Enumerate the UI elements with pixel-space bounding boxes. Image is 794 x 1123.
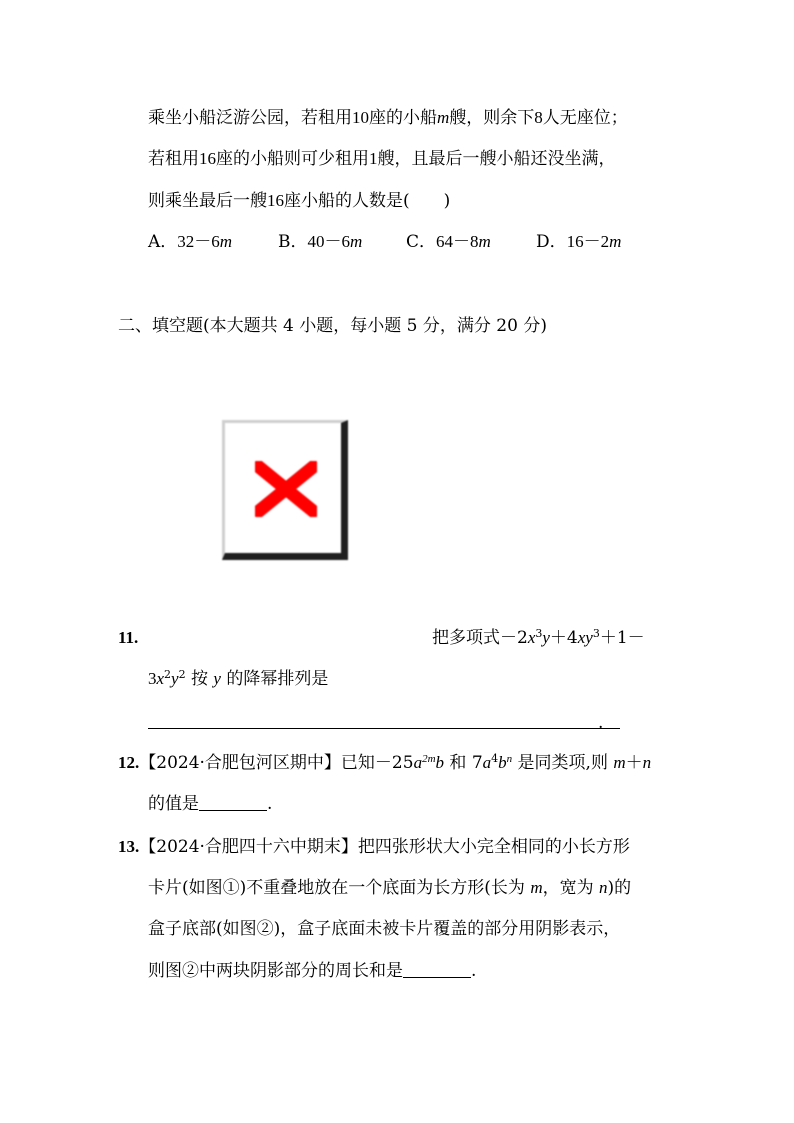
q12-text: 和 7	[444, 753, 483, 773]
option-label: B．	[278, 232, 308, 252]
option-expr: 32－6	[177, 232, 220, 251]
q12-exponent: n	[506, 753, 513, 765]
q12-variable: n	[642, 753, 652, 772]
q12-variable: b	[435, 753, 445, 772]
q11-variable: y	[171, 669, 179, 688]
q13-variable: n	[599, 878, 608, 897]
q13-text: ，宽为	[542, 878, 599, 898]
q12-variable: b	[498, 753, 507, 772]
q11-variable: y	[585, 628, 593, 647]
option-expr: 16－2	[566, 232, 610, 251]
option-variable: m	[609, 232, 622, 251]
q10-text: 艘，则余下	[449, 108, 535, 128]
q12-end-mark: .	[267, 794, 273, 814]
q11-number-text: 3	[148, 669, 157, 688]
q11-variable: y	[213, 669, 221, 688]
q12-exponent: 2m	[422, 753, 436, 765]
q11-end-mark: .	[598, 713, 604, 733]
option-variable: m	[219, 232, 233, 251]
option-label: D．	[536, 232, 567, 252]
option-label: C．	[406, 232, 437, 252]
q12-line-2	[148, 793, 272, 815]
q10-number: 8	[534, 108, 543, 127]
q12-exponent: 4	[491, 752, 499, 765]
q10-variable: m	[437, 108, 450, 127]
q12-variable: a	[413, 753, 423, 772]
q10-number: 10	[352, 108, 369, 127]
q13-line-4	[148, 960, 476, 982]
q10-text: 若租用	[148, 149, 199, 169]
option-label: A．	[148, 232, 178, 252]
q11-exponent: 2	[178, 668, 186, 681]
q12-text: 已知－25	[340, 753, 414, 773]
q11-line-1	[432, 627, 645, 649]
q10-number: 1	[369, 149, 378, 168]
q13-line-2	[148, 877, 631, 899]
q10-option-b	[278, 231, 362, 253]
q11-text: ＋1－	[599, 628, 645, 648]
q11-exponent: 3	[535, 627, 543, 640]
q10-number: 16	[199, 149, 216, 168]
q12-answer-blank[interactable]	[199, 794, 267, 811]
q11-text: 的降幂排列是	[220, 669, 329, 689]
q11-exponent: 2	[164, 668, 172, 681]
q12-line-1	[118, 752, 651, 774]
q13-text: 把四张形状大小完全相同的小长方形	[357, 837, 630, 857]
q11-variable: x	[577, 628, 586, 647]
q12-number: 12.	[118, 753, 140, 772]
option-expr: 40－6	[307, 232, 350, 251]
q13-text: )的	[607, 878, 632, 898]
q11-line-2	[148, 668, 328, 690]
q13-text: 卡片(如图①)不重叠地放在一个底面为长方形(长为	[148, 878, 531, 898]
q13-number: 13.	[118, 837, 140, 856]
section-heading: 二、填空题(本大题共 4 小题，每小题 5 分，满分 20 分)	[118, 316, 547, 336]
q10-text: 座小船的人数是( )	[284, 191, 451, 211]
q10-text: 座的小船则可少租用	[216, 149, 369, 169]
broken-image-placeholder	[222, 420, 348, 560]
q13-answer-blank[interactable]	[403, 961, 471, 978]
q13-source: 【2024·合肥四十六中期末】	[139, 837, 358, 857]
q13-line-3: 盒子底部(如图②)，盒子底面未被卡片覆盖的部分用阴影表示，	[148, 919, 621, 939]
q10-option-d	[536, 231, 621, 253]
q13-end-mark: .	[471, 961, 477, 981]
q10-text: 则乘坐最后一艘	[148, 191, 267, 211]
q11-text: ＋4	[549, 628, 578, 648]
q10-option-c	[406, 231, 491, 253]
q10-text: 座的小船	[369, 108, 437, 128]
q11-text: 按	[185, 669, 214, 689]
q10-line-2	[148, 148, 616, 170]
q11-variable: x	[527, 628, 536, 647]
q11-variable: y	[542, 628, 550, 647]
q12-text: 的值是	[148, 794, 199, 814]
q11-text: 把多项式－2	[432, 628, 528, 648]
broken-image-x-icon	[255, 461, 317, 517]
q11-exponent: 3	[592, 627, 600, 640]
q11-number: 11.	[118, 628, 139, 647]
q10-text: 乘坐小船泛游公园，若租用	[148, 108, 352, 128]
q12-variable: m	[613, 753, 626, 772]
q13-variable: m	[530, 878, 543, 897]
q10-line-3	[148, 190, 450, 212]
q11-answer-blank[interactable]	[148, 728, 620, 729]
q10-option-a	[148, 231, 232, 253]
option-expr: 64－8	[436, 232, 479, 251]
q10-line-1	[148, 107, 628, 129]
q13-line-1	[118, 836, 630, 858]
q10-text: 艘，且最后一艘小船还没坐满，	[377, 149, 616, 169]
q11-variable: x	[156, 669, 165, 688]
q12-text: ＋	[625, 753, 643, 773]
q12-source: 【2024·合肥包河区期中】	[139, 753, 341, 773]
q10-number: 16	[267, 191, 284, 210]
q12-text: 是同类项,则	[512, 753, 614, 773]
q12-variable: a	[482, 753, 492, 772]
q10-text: 人无座位；	[542, 108, 628, 128]
option-variable: m	[478, 232, 491, 251]
q13-text: 则图②中两块阴影部分的周长和是	[148, 961, 403, 981]
option-variable: m	[350, 232, 363, 251]
